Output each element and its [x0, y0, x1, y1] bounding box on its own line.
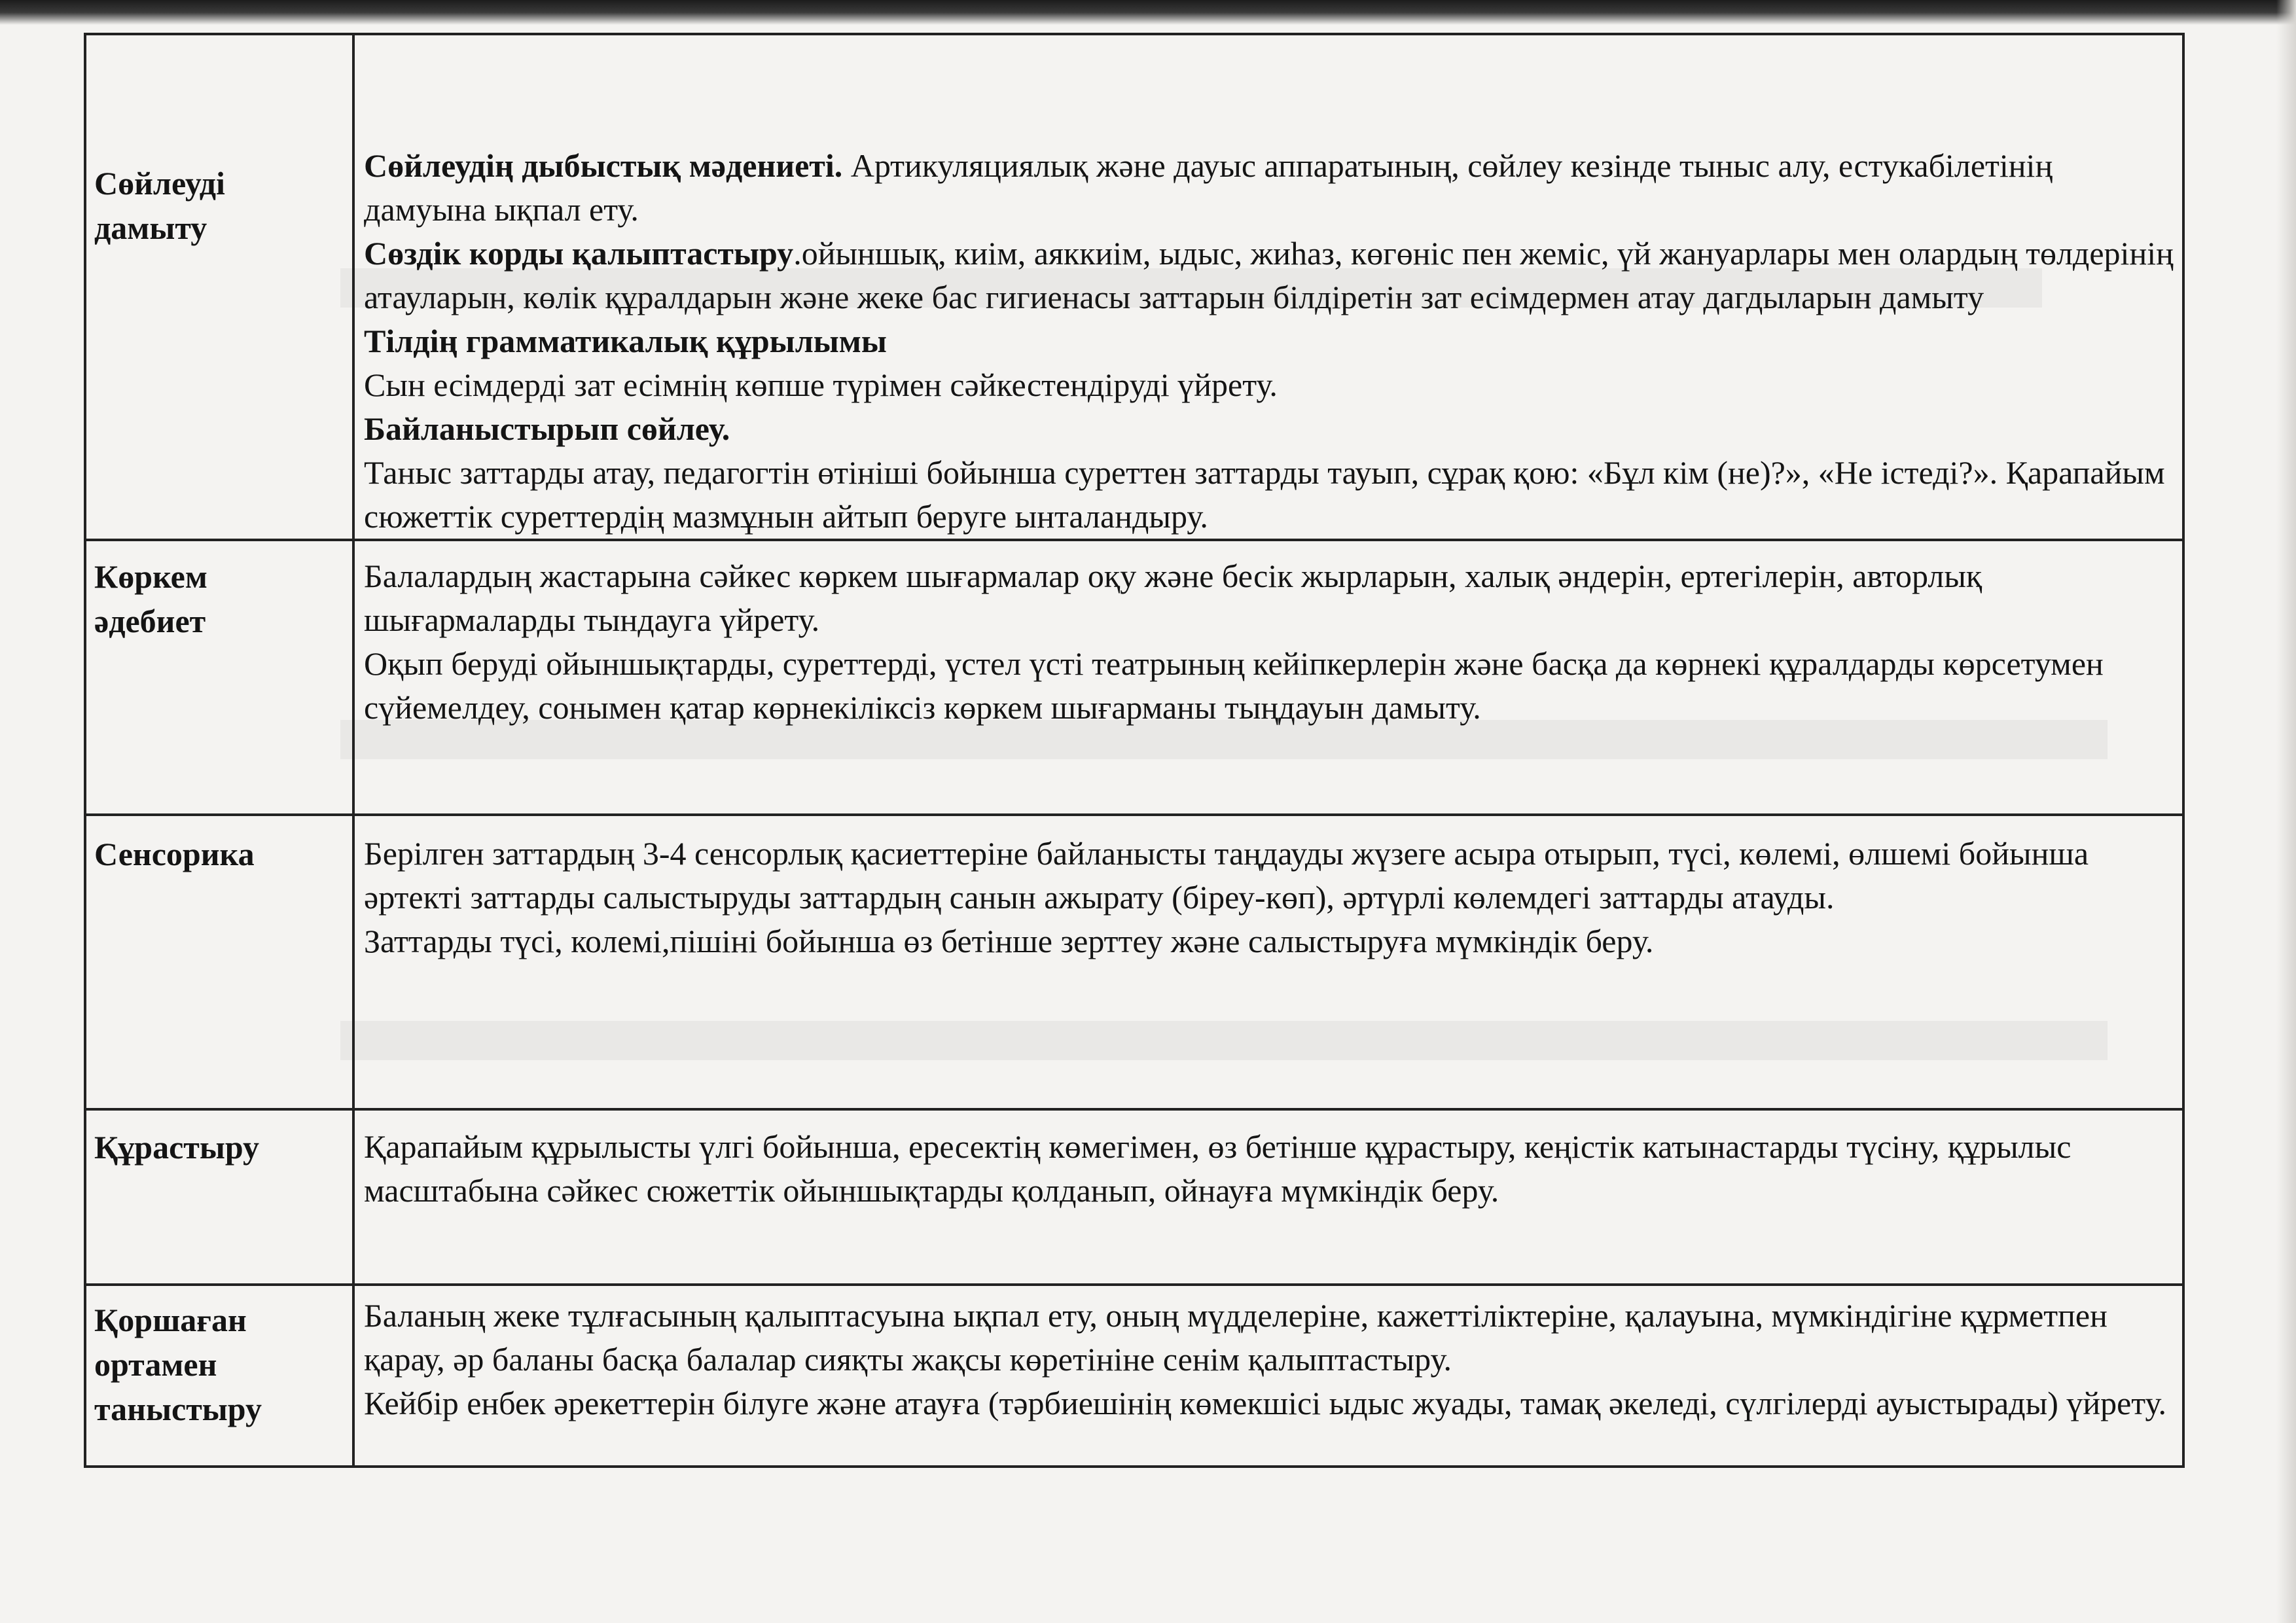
content-paragraph — [364, 1382, 2177, 1425]
paragraph-text: Берілген заттардың 3-4 сенсорлық қасиеттеріне байланысты таңдауды жүзеге асыра отырып, түсі, көлемі, өлшемі бойынша әртекті заттарды салыстыруды заттардың санын ажырату (біреу-көп), әртүрлі көлемдегі заттарды атауды. — [364, 835, 2089, 916]
scan-shadow-right — [2276, 0, 2296, 1623]
content-paragraph — [364, 554, 2177, 642]
paragraph-text: Баланың жеке тұлғасының қалыптасуына ықпал ету, оның мүдделеріне, кажеттіліктеріне, қалауына, мүмкіндігіне құрметпен қарау, әр баланы басқа балалар сияқты жақсы көретініне сенім қалыптастыру. — [364, 1297, 2108, 1378]
content-paragraph — [364, 642, 2177, 730]
row-content-cell — [353, 540, 2183, 815]
paragraph-text: Кейбір енбек әрекеттерін білуге және атауға (тәрбиешінің көмекшісі ыдыс жуады, тамақ әкеледі, сүлгілерді ауыстырады) үйрету. — [364, 1385, 2166, 1421]
row-label-cell — [85, 1285, 353, 1467]
row-label: Сенсорика — [94, 836, 255, 872]
paragraph-text: Заттарды түсі, колемі,пішіні бойынша өз бетінше зерттеу және салыстыруға мүмкіндік беру. — [364, 923, 1654, 959]
content-paragraph — [364, 919, 2177, 963]
content-paragraph — [364, 232, 2177, 319]
curriculum-table — [84, 33, 2185, 1468]
content-paragraph — [364, 832, 2177, 919]
row-label: Көркем әдебиет — [94, 558, 207, 639]
paragraph-heading: Тілдің грамматикалық құрылымы — [364, 323, 887, 359]
paragraph-text: .ойыншық, киім, аяккиім, ыдыс, жиһаз, көгөніс пен жеміс, үй жануарлары мен олардың төлдерінің атауларын, көлік құралдарын және жеке бас гигиенасы заттарын білдіретін зат есімдермен атау дагдыларын дамыту — [364, 235, 2174, 315]
row-label: Қоршаған ортамен таныстыру — [94, 1302, 262, 1427]
row-label: Сөйлеуді дамыту — [94, 165, 225, 246]
content-paragraph — [364, 407, 2177, 451]
paragraph-heading: Сөздік корды қалыптастыру — [364, 235, 794, 272]
content-paragraph — [364, 363, 2177, 407]
table-row — [85, 540, 2183, 815]
paragraph-text: Таныс заттарды атау, педагогтін өтініші бойынша суреттен заттарды тауып, сұрақ қою: «Бұл кім (не)?», «Не істеді?». Қарапайым сюжеттік суреттердің мазмұнын айтып беруге ынталандыру. — [364, 454, 2165, 535]
paragraph-text: Қарапайым құрылысты үлгі бойынша, ересектің көмегімен, өз бетінше құрастыру, кеңістік катынастарды түсіну, құрылыс масштабына сәйкес сюжеттік ойыншықтарды қолданып, ойнауға мүмкіндік беру. — [364, 1128, 2072, 1209]
content-paragraph — [364, 451, 2177, 539]
row-label-cell — [85, 540, 353, 815]
row-label: Құрастыру — [94, 1129, 260, 1166]
content-paragraph — [364, 1125, 2177, 1213]
paragraph-text: Артикуляциялық және дауыс аппаратының, сөйлеу кезінде тыныс алу, естукабілетінің дамуына ықпал ету. — [364, 147, 2053, 228]
content-paragraph — [364, 1294, 2177, 1382]
paragraph-heading: Сөйлеудің дыбыстық мәдениеті. — [364, 147, 843, 184]
paragraph-text: Балалардың жастарына сәйкес көркем шығармалар оқу және бесік жырларын, халық әндерін, ертегілерін, авторлық шығармаларды тындауга үйрету. — [364, 558, 1982, 638]
row-content-cell — [353, 1109, 2183, 1285]
content-paragraph — [364, 144, 2177, 232]
table-row — [85, 815, 2183, 1109]
table-row — [85, 1285, 2183, 1467]
row-label-cell — [85, 34, 353, 540]
row-content-cell — [353, 815, 2183, 1109]
row-label-cell — [85, 815, 353, 1109]
table-row — [85, 34, 2183, 540]
paragraph-text: Оқып беруді ойыншықтарды, суреттерді, үстел үсті театрының кейіпкерлерін және басқа да көрнекі құралдарды көрсетумен сүйемелдеу, сонымен қатар көрнекіліксіз көркем шығарманы тыңдауын дамыту. — [364, 645, 2104, 726]
table-row — [85, 1109, 2183, 1285]
paragraph-heading: Байланыстырып сөйлеу. — [364, 410, 730, 447]
content-paragraph — [364, 319, 2177, 363]
row-content-cell — [353, 34, 2183, 540]
paragraph-text: Сын есімдерді зат есімнің көпше түрімен сәйкестендіруді үйрету. — [364, 366, 1278, 403]
row-content-cell — [353, 1285, 2183, 1467]
scan-shadow-top — [0, 0, 2296, 25]
row-label-cell — [85, 1109, 353, 1285]
